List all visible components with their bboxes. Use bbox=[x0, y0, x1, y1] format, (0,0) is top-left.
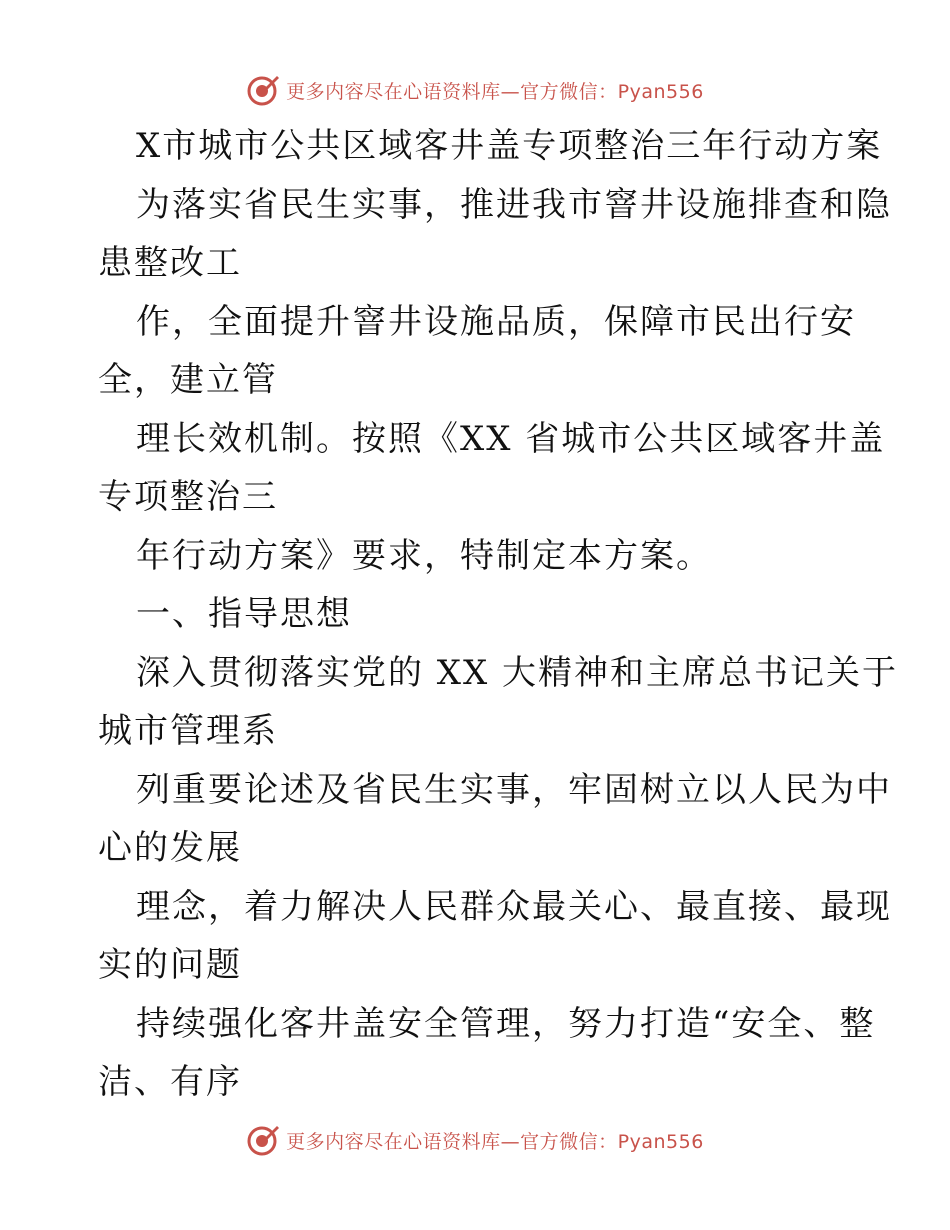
document-line: 专项整治三 bbox=[98, 477, 278, 517]
footer-banner bbox=[0, 1120, 950, 1160]
document-line: 实的问题 bbox=[98, 945, 242, 985]
document-line: 年行动方案》要求，特制定本方案。 bbox=[136, 536, 712, 576]
footer-banner-text: 更多内容尽在心语资料库—官方微信：Pyan556 bbox=[286, 1130, 704, 1153]
header-banner bbox=[0, 70, 950, 110]
document-line: 列重要论述及省民生实事，牢固树立以人民为中 bbox=[136, 770, 892, 810]
document-line: 为落实省民生实事，推进我市窨井设施排查和隐 bbox=[136, 185, 892, 225]
document-line: 深入贯彻落实党的 XX 大精神和主席总书记关于 bbox=[136, 653, 899, 693]
document-line: 洁、有序 bbox=[98, 1062, 242, 1102]
document-line: 全，建立管 bbox=[98, 360, 278, 400]
document-line: 作，全面提升窨井设施品质，保障市民出行安 bbox=[136, 302, 856, 342]
document-line: 一、指导思想 bbox=[136, 594, 352, 634]
pen-logo-icon bbox=[246, 73, 280, 107]
document-line: 持续强化客井盖安全管理，努力打造“安全、整 bbox=[136, 1004, 876, 1044]
header-banner-text: 更多内容尽在心语资料库—官方微信：Pyan556 bbox=[286, 80, 704, 103]
document-line: 患整改工 bbox=[98, 243, 242, 283]
document-line: 心的发展 bbox=[98, 828, 242, 868]
document-line: X市城市公共区域客井盖专项整治三年行动方案 bbox=[136, 126, 883, 166]
document-line: 城市管理系 bbox=[98, 711, 278, 751]
document-line: 理长效机制。按照《XX 省城市公共区域客井盖 bbox=[136, 419, 886, 459]
pen-logo-icon bbox=[246, 1123, 280, 1157]
document-line: 理念，着力解决人民群众最关心、最直接、最现 bbox=[136, 887, 892, 927]
